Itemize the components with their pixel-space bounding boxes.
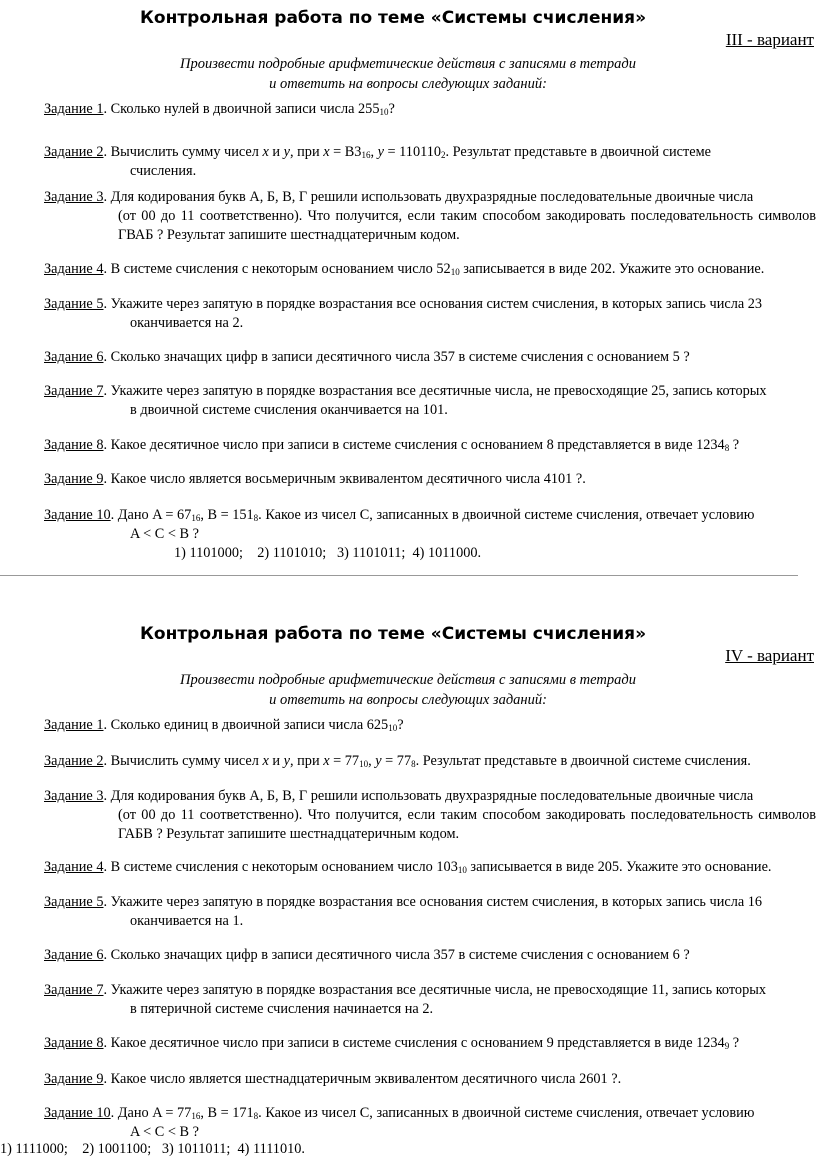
- subscript: 16: [191, 513, 201, 523]
- task-text: . Результат представьте в двоичной системе: [445, 144, 711, 160]
- task-10: [44, 506, 816, 563]
- task-text: . Дано A = 67: [110, 507, 192, 523]
- task-text: ?: [729, 437, 740, 453]
- task-text: , при: [290, 753, 324, 769]
- subscript: 8: [411, 759, 416, 769]
- instructions: [0, 54, 816, 94]
- var-y: y: [377, 144, 384, 160]
- task-text: . В системе счисления с некоторым основанием число 103: [103, 859, 458, 875]
- task-continuation: в двоичной системе счисления оканчивается на 101.: [130, 402, 448, 418]
- var-x: x: [323, 753, 330, 769]
- task-6: [44, 946, 816, 965]
- task-2: [44, 143, 816, 181]
- task-label: Задание 2: [44, 753, 104, 769]
- task-text: . Для кодирования букв А, Б, В, Г решили использовать двухразрядные последовательные двоичные числа: [103, 189, 754, 205]
- task-text: = 77: [381, 753, 412, 769]
- task-5: [44, 295, 816, 333]
- task-2: [44, 752, 816, 771]
- task-text: = B3: [329, 144, 362, 160]
- instructions: [0, 670, 816, 710]
- task-label: Задание 3: [44, 788, 104, 804]
- task-text: записывается в виде 205. Укажите это основание.: [466, 859, 772, 875]
- task-label: Задание 5: [44, 296, 104, 312]
- subscript: 2: [441, 150, 446, 160]
- task-label: Задание 8: [44, 437, 104, 453]
- task-label: Задание 8: [44, 1035, 104, 1051]
- task-text: . Какое из чисел C, записанных в двоичной системе счисления, отвечает условию: [258, 507, 755, 523]
- var-y: y: [283, 753, 290, 769]
- task-text: . Укажите через запятую в порядке возрастания все десятичные числа, не превосходящие 11, запись которых: [103, 982, 766, 998]
- page-title: Контрольная работа по теме «Системы счисления»: [140, 624, 647, 644]
- task-continuation: (от 00 до 11 соответственно). Что получится, если таким способом закодировать последовательность символов ГВАБ ? Результат запишите шестнадцатеричным кодом.: [118, 208, 816, 243]
- task-text: . Сколько значащих цифр в записи десятичного числа 357 в системе счисления с основанием 5 ?: [103, 349, 690, 365]
- task-label: Задание 7: [44, 383, 104, 399]
- subscript: 8: [253, 1111, 259, 1121]
- task-1: [44, 100, 816, 119]
- task-label: Задание 5: [44, 894, 104, 910]
- task-9: [44, 1070, 816, 1089]
- task-9: [44, 470, 816, 489]
- task-continuation: в пятеричной системе счисления начинается на 2.: [130, 1001, 434, 1017]
- task-continuation: оканчивается на 1.: [130, 913, 244, 929]
- variant-label: IV - вариант: [725, 646, 814, 665]
- task-condition: A < C < B ?: [130, 526, 199, 542]
- task-text: ,: [370, 144, 378, 160]
- task-label: Задание 1: [44, 717, 104, 733]
- task-10: [44, 1104, 816, 1142]
- task-6: [44, 348, 816, 367]
- task-7: [44, 382, 816, 420]
- task-text: , при: [290, 144, 324, 160]
- task-label: Задание 7: [44, 982, 104, 998]
- task-label: Задание 9: [44, 1071, 104, 1087]
- task-text: ?: [729, 1035, 740, 1051]
- subscript: 10: [379, 107, 389, 117]
- subscript: 9: [724, 1041, 730, 1051]
- answer-options: 1) 1101000; 2) 1101010; 3) 1101011; 4) 1011000.: [174, 545, 482, 561]
- task-text: . Какое из чисел C, записанных в двоичной системе счисления, отвечает условию: [258, 1105, 755, 1121]
- task-8: [44, 436, 816, 455]
- task-text: , B = 171: [200, 1105, 254, 1121]
- task-condition: A < C < B ?: [130, 1124, 199, 1140]
- task-text: и: [268, 753, 284, 769]
- task-continuation: оканчивается на 2.: [130, 315, 244, 331]
- subscript: 10: [388, 723, 398, 733]
- answer-options: 1) 1111000; 2) 1001100; 3) 1011011; 4) 1111010.: [0, 1141, 305, 1157]
- task-text: . Какое десятичное число при записи в системе счисления с основанием 8 представляется в виде 1234: [103, 437, 725, 453]
- var-x: x: [262, 144, 269, 160]
- task-text: ,: [368, 753, 376, 769]
- task-text: = 77: [329, 753, 360, 769]
- task-7: [44, 981, 816, 1019]
- var-y: y: [283, 144, 290, 160]
- task-label: Задание 10: [44, 507, 111, 523]
- task-text: . Укажите через запятую в порядке возрастания все основания систем счисления, в которых запись числа 23: [103, 296, 763, 312]
- subscript: 10: [450, 267, 460, 277]
- task-text: . В системе счисления с некоторым основанием число 52: [103, 261, 451, 277]
- subscript: 8: [724, 443, 730, 453]
- task-text: . Дано A = 77: [110, 1105, 192, 1121]
- task-text: , B = 151: [200, 507, 254, 523]
- task-text: записывается в виде 202. Укажите это основание.: [459, 261, 765, 277]
- task-text: и: [268, 144, 284, 160]
- task-text: . Вычислить сумму чисел: [103, 144, 263, 160]
- task-text: . Какое число является шестнадцатеричным эквивалентом десятичного числа 2601 ?.: [103, 1071, 622, 1087]
- subscript: 10: [359, 759, 369, 769]
- task-label: Задание 10: [44, 1105, 111, 1121]
- page-title: Контрольная работа по теме «Системы счисления»: [140, 8, 647, 28]
- task-text: . Сколько значащих цифр в записи десятичного числа 357 в системе счисления с основанием 6 ?: [103, 947, 690, 963]
- task-label: Задание 3: [44, 189, 104, 205]
- task-text: = 110110: [383, 144, 442, 160]
- task-label: Задание 6: [44, 947, 104, 963]
- instructions-line-2: и ответить на вопросы следующих заданий:: [269, 692, 547, 708]
- task-text: . Вычислить сумму чисел: [103, 753, 263, 769]
- task-text: . Сколько нулей в двоичной записи числа 255: [103, 101, 380, 117]
- task-label: Задание 4: [44, 859, 104, 875]
- task-text: . Какое число является восьмеричным эквивалентом десятичного числа 4101 ?.: [103, 471, 586, 487]
- subscript: 10: [457, 865, 467, 875]
- task-5: [44, 893, 816, 931]
- task-text: . Результат представьте в двоичной системе счисления.: [415, 753, 751, 769]
- task-8: [44, 1034, 816, 1053]
- subscript: 8: [253, 513, 259, 523]
- subscript: 16: [361, 150, 371, 160]
- task-text: . Для кодирования букв А, Б, В, Г решили использовать двухразрядные последовательные двоичные числа: [103, 788, 754, 804]
- task-4: [44, 858, 816, 877]
- section-divider: [0, 575, 798, 576]
- task-label: Задание 6: [44, 349, 104, 365]
- task-text: . Какое десятичное число при записи в системе счисления с основанием 9 представляется в виде 1234: [103, 1035, 725, 1051]
- task-3: [44, 188, 816, 245]
- task-text: ?: [397, 717, 404, 733]
- task-label: Задание 4: [44, 261, 104, 277]
- task-label: Задание 1: [44, 101, 104, 117]
- task-label: Задание 9: [44, 471, 104, 487]
- task-text: . Укажите через запятую в порядке возрастания все десятичные числа, не превосходящие 25, запись которых: [103, 383, 767, 399]
- task-text: . Укажите через запятую в порядке возрастания все основания систем счисления, в которых запись числа 16: [103, 894, 763, 910]
- task-1: [44, 716, 816, 735]
- instructions-line-2: и ответить на вопросы следующих заданий:: [269, 76, 547, 92]
- task-text: . Сколько единиц в двоичной записи числа 625: [103, 717, 389, 733]
- task-text: ?: [388, 101, 395, 117]
- variant-label: III - вариант: [725, 30, 814, 49]
- subscript: 16: [191, 1111, 201, 1121]
- var-x: x: [262, 753, 269, 769]
- var-y: y: [375, 753, 382, 769]
- instructions-line-1: Произвести подробные арифметические действия с записями в тетради: [180, 672, 636, 688]
- task-continuation: счисления.: [130, 163, 197, 179]
- var-x: x: [323, 144, 330, 160]
- task-continuation: (от 00 до 11 соответственно). Что получится, если таким способом закодировать последовательность символов ГАБВ ? Результат запишите шестнадцатеричным кодом.: [118, 807, 816, 842]
- task-4: [44, 260, 816, 279]
- instructions-line-1: Произвести подробные арифметические действия с записями в тетради: [180, 56, 636, 72]
- task-label: Задание 2: [44, 144, 104, 160]
- task-3: [44, 787, 816, 844]
